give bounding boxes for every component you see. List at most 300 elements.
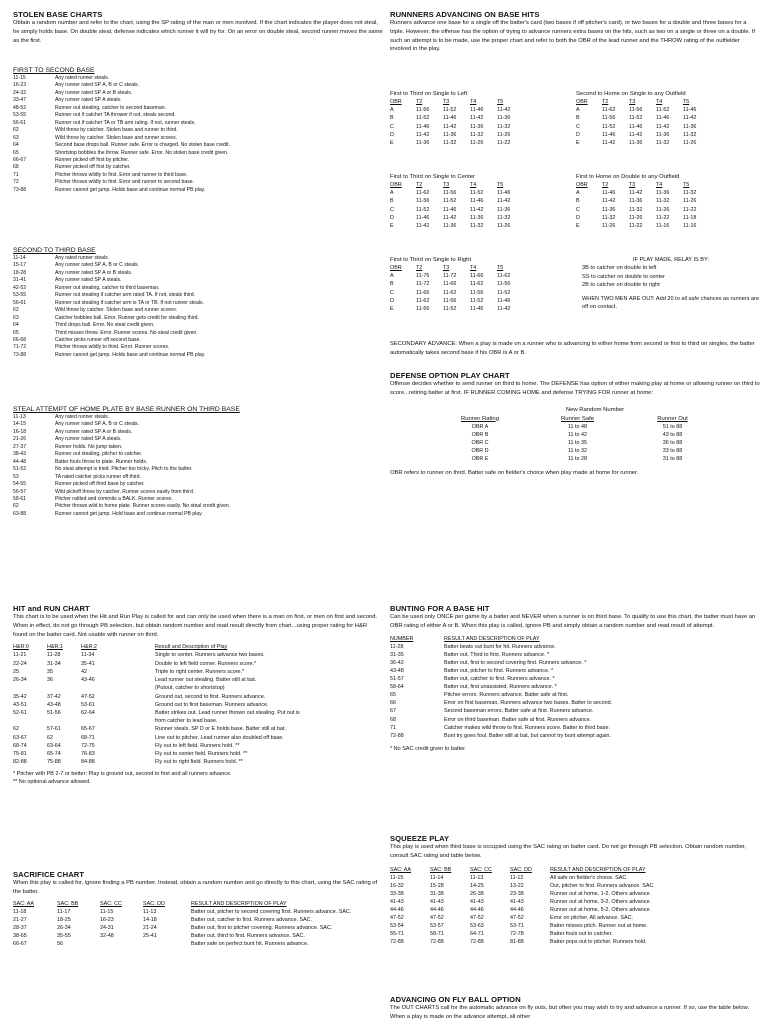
table-row (390, 222, 524, 230)
table-row (430, 439, 720, 447)
table-cell: 11-42 (656, 123, 670, 130)
relay-line: 2B to catcher on double to right (582, 281, 660, 288)
table-cell: 11-28 (390, 643, 404, 650)
first-to-second-section (13, 66, 383, 194)
bunting-intro: Can be used only ONCE per game by a batter and NEVER when a runner is on third base. To qualify to use this chart, the batter must have an OBR rating of either A or B. When this play is called, ignore PB and simply obtain a random number and read result of attempt. (390, 614, 756, 629)
table-cell: 56 (57, 941, 63, 948)
roll-range: 56-57 (13, 488, 27, 495)
table-cell: 11-36 (629, 139, 643, 146)
roll-range: 71-72 (13, 344, 27, 351)
table-cell: 11-46 (443, 206, 457, 213)
table-cell: Batter out, first to second covering first. Runners advance. * (444, 659, 587, 666)
stolen-base-section (13, 10, 383, 45)
table-cell: 36 to 88 (662, 439, 683, 446)
table-cell: 11-46 (602, 131, 616, 138)
table-cell: 11-46 (602, 190, 616, 197)
result-text: Runner picked off first by catcher. (55, 164, 131, 171)
table-cell: A (390, 190, 394, 197)
table-row (576, 123, 710, 131)
table-cell: 63-67 (13, 734, 27, 741)
roll-range: 58-61 (13, 495, 27, 502)
roll-range: 63 (13, 314, 19, 321)
table-cell: Fly out to left field. Runners hold. ** (155, 742, 240, 749)
table-cell: Batter strikes out. Lead runner thrown out stealing. Put out is (155, 709, 300, 716)
table-row (390, 131, 524, 139)
table-header: T2 (416, 99, 423, 106)
list-item (13, 300, 383, 307)
table-row (13, 701, 300, 709)
table-cell: 35-55 (57, 932, 71, 939)
table-cell: 11-46 (497, 297, 511, 304)
defense-header: Runner Safe (560, 415, 595, 422)
table-cell: 52-61 (13, 709, 27, 716)
table-cell: 11-26 (629, 214, 643, 221)
list-item (13, 135, 383, 142)
table-cell: 11-26 (602, 222, 616, 229)
table-cell: Batter out. Third to first. Runners advance. * (444, 651, 550, 658)
table-cell (47, 684, 81, 692)
table-cell: 11-52 (470, 190, 484, 197)
table-cell: 64-71 (470, 931, 484, 938)
advance-table-title: First to Third on Single to Center (390, 174, 476, 180)
table-header-row (576, 181, 710, 189)
table-cell: 11-32 (629, 206, 643, 213)
table-cell: 11-26 (683, 198, 697, 205)
table-cell: 15-28 (430, 882, 444, 889)
table-cell: Second baseman errors. Batter safe at first. Runners advance. (444, 708, 594, 715)
runners-advancing-intro: Runners advance one base for a single off the batter's card (two bases if off pitcher's card), or two bases for a double and three bases for a triple. However, the offense has the option of trying to advance runners extra bases on the hits, such as two on a single or three on a double. If such an attempt is to be made, use the proper chart and refer to both the OBR of the lead runner and the THROW rating of the outfielder involved in the play. (390, 20, 755, 53)
table-cell: 44-46 (470, 907, 484, 914)
table-row (13, 709, 300, 717)
list-item (13, 120, 383, 127)
relay-title: IF PLAY MADE, RELAY IS BY: (632, 257, 710, 263)
table-cell: 11-17 (57, 908, 71, 915)
table-cell: 11-46 (470, 305, 484, 312)
table-cell (143, 940, 191, 948)
result-text: Runner cannot get jump. Hold base and continue normal PB play. (55, 510, 203, 517)
table-cell: 28-37 (13, 924, 27, 931)
table-header: T5 (683, 99, 690, 106)
table-cell: 11-52 (497, 289, 511, 296)
table-header: OBR (576, 182, 588, 189)
list-item (13, 474, 383, 481)
table-cell: 11-52 (416, 115, 430, 122)
list-item (13, 414, 383, 421)
table-cell: 11-62 (416, 190, 430, 197)
advance-table-block (576, 90, 761, 147)
table-row (576, 214, 710, 222)
table-row (390, 197, 524, 205)
table-cell: 41-43 (430, 898, 444, 905)
table-cell: 38-65 (13, 932, 27, 939)
list-item (13, 112, 383, 119)
table-cell: 57-61 (47, 726, 61, 733)
table-cell: 11-56 (629, 107, 643, 114)
table-row (576, 139, 710, 147)
table-cell: Single to center. Runners advance two bases. (155, 652, 265, 659)
table-cell: 21-24 (143, 924, 157, 931)
result-text: Wild throw by catcher. Stolen base and runner scores. (55, 134, 178, 141)
table-cell: 11-56 (443, 297, 457, 304)
table-header-row (390, 181, 524, 189)
table-cell: 11-56 (416, 305, 430, 312)
table-cell: Catcher makes wild throw to first. Runners score. Batter to third base. (444, 724, 610, 731)
table-cell: 11-42 (497, 198, 511, 205)
table-header: T2 (602, 182, 609, 189)
table-cell: Runner steals. SP D or E holds base. Batter still at bat. (155, 726, 286, 733)
result-text: Runner out stealing, catcher to second baseman. (55, 104, 166, 111)
sacrifice-intro: When this play is called for, ignore finding a PB number. Instead, obtain a random number and go directly to this chart, using the SAC rating of the batter. (13, 880, 378, 895)
table-cell: 31-35 (390, 651, 404, 658)
list-item (13, 127, 383, 134)
table-cell: Pitcher errors. Runners advance. Batter safe at first. (444, 692, 569, 699)
fly-ball-intro: The OUT CHARTS call for the automatic advance on fly outs, but often you may wish to try and advance a runner. If so, use the table below. When a play is made on the advance attempt, all other (390, 1005, 750, 1020)
table-row (390, 699, 612, 707)
table-cell: 11-36 (470, 214, 484, 221)
table-cell: 66-67 (13, 941, 27, 948)
result-text: Wild pickoff throw by catcher. Runner scores easily from third. (55, 488, 195, 495)
relay-box (582, 256, 760, 311)
table-header: T5 (683, 182, 690, 189)
result-text: Pitcher throws wild to home plate. Runner scores easily. No steal credit given. (55, 503, 231, 510)
hit-and-run-intro: This chart is to be used when the Hit and Run Play is called for and can only be used when there is a man on first, or men on first and second. When in effect, do not go through PB selection, but obtain random number and read result directly from chart...using proper rating for H&R found on the batter card. Not usable with runner on third. (13, 614, 378, 638)
table-cell: 65-67 (81, 726, 95, 733)
first-to-second-title: FIRST TO SECOND BASE (13, 67, 95, 74)
table-cell: 11-26 (683, 139, 697, 146)
table-header: T3 (629, 99, 636, 106)
table-cell: 53-61 (81, 701, 95, 708)
table-cell: 11-46 (416, 123, 430, 130)
result-text: Runner out stealing, pitcher to catcher. (55, 451, 143, 458)
roll-range: 14-15 (13, 421, 27, 428)
table-cell (13, 684, 47, 692)
table-cell: D (390, 297, 394, 304)
result-text: Pitcher throws wildly to first. Error and runner to third base. (55, 171, 188, 178)
table-cell: 44-46 (430, 907, 444, 914)
squeeze-header: SAC: DD (510, 866, 532, 873)
advance-table-title: Second to Home on Single to any Outfield (576, 91, 686, 97)
list-item (13, 179, 383, 186)
squeeze-title: SQUEEZE PLAY (390, 834, 450, 843)
table-row (13, 940, 351, 948)
table-cell: 11-13 (143, 908, 157, 915)
defense-option-intro: Offense decides whether to send runner on third to home. The DEFENSE has option of either making play at home or allowing runner on third to score...retiring batter at first. IF RUNNER COMING HOME and defense TRYING FOR runner at home: (390, 381, 760, 396)
defense-header: Runner Out (657, 415, 688, 422)
table-cell: 11-46 (683, 107, 697, 114)
table-cell: 11-22 (656, 214, 670, 221)
table-cell: Batter out, pitcher to second covering first. Runners advance. SAC. (191, 908, 352, 915)
table-cell: 53-71 (510, 923, 524, 930)
stolen-base-title: STOLEN BASE CHARTS (13, 10, 103, 19)
table-cell (47, 717, 81, 725)
list-item (13, 489, 383, 496)
list-item (13, 172, 383, 179)
result-text: Batter fouls throw to plate. Runner holds. (55, 458, 148, 465)
table-row (390, 206, 524, 214)
roll-range: 71 (13, 171, 19, 178)
hit-and-run-title: HIT and RUN CHART (13, 604, 90, 613)
second-to-third-rows (13, 255, 383, 359)
table-cell: E (576, 222, 580, 229)
table-header: OBR (576, 99, 588, 106)
roll-range: 54-55 (13, 481, 27, 488)
result-text: Runner out stealing if catcher arm is TA or TB. If not runner steals. (55, 299, 204, 306)
table-cell: Fly out to right field. Runners hold. ** (155, 759, 243, 766)
table-cell: 55-71 (390, 931, 404, 938)
table-cell: 11-42 (683, 115, 697, 122)
hit-and-run-note-1: * Pitcher with PB 2-7 or better: Play is ground out, second to first and all runners advance. (13, 771, 232, 778)
result-text: Runner cannot get jump. Holds base and continue normal PB play. (55, 351, 206, 358)
table-cell: C (390, 206, 394, 213)
roll-range: 11-14 (13, 255, 26, 261)
roll-range: 51-52 (13, 466, 27, 473)
table-cell: 53-57 (430, 923, 444, 930)
result-text: Third drops ball. Error. No steal credit given. (55, 322, 155, 329)
table-cell: 11-42 (602, 198, 616, 205)
table-header: OBR (390, 265, 402, 272)
table-cell: 25 (13, 668, 19, 675)
table-row (576, 197, 710, 205)
table-row (390, 189, 524, 197)
roll-range: 15-17 (13, 262, 27, 269)
result-text: Runner picked off third base by catcher. (55, 481, 145, 488)
list-item (13, 105, 383, 112)
table-cell: 43-46 (81, 677, 95, 684)
squeeze-intro: This play is used when third base is occupied using the SAC rating on batter card. Do not go through PB selection. Obtain random number, consult SAC rating and table below. (390, 844, 747, 859)
result-text: Pitcher rattled and commits a BALK. Runner scores. (55, 495, 173, 502)
table-cell: 35-42 (13, 693, 27, 700)
result-text: Any runner rated SP A or B steals. (55, 89, 133, 96)
table-cell: C (390, 123, 394, 130)
table-cell: 11-52 (443, 305, 457, 312)
roll-range: 72 (13, 179, 19, 186)
list-item (13, 97, 383, 104)
table-row (390, 716, 612, 724)
table-cell: 11-36 (629, 198, 643, 205)
table-cell: 11-66 (416, 289, 430, 296)
table-cell: 11-16 (683, 222, 697, 229)
table-row (576, 206, 710, 214)
table-cell: 32-48 (100, 932, 114, 939)
table-cell: 51 to 88 (662, 423, 683, 430)
table-cell: 33 to 88 (662, 447, 683, 454)
list-item (13, 157, 383, 164)
table-cell: 24-31 (100, 924, 114, 931)
table-cell: 23-38 (510, 890, 524, 897)
table-cell: 47-52 (430, 915, 444, 922)
roll-range: 65 (13, 149, 19, 156)
table-row (576, 131, 710, 139)
table-header-row (576, 98, 710, 106)
roll-range: 16-18 (13, 428, 27, 435)
table-cell: 41-43 (390, 898, 404, 905)
defense-option-section (390, 371, 760, 478)
roll-range: 16-23 (13, 82, 27, 89)
table-cell: 66 (390, 700, 396, 707)
bunting-header: NUMBER (390, 635, 414, 642)
hr-header: Result and Description of Play (155, 644, 228, 651)
table-cell: 11-26 (497, 222, 511, 229)
fly-ball-title: ADVANCING ON FLY BALL OPTION (390, 995, 521, 1004)
table-row (13, 693, 300, 701)
list-item (13, 150, 383, 157)
result-text: Runner out if catcher TA or TB arm rating. If not, runner steals. (55, 119, 196, 126)
advance-table-block (390, 173, 575, 230)
table-cell: A (576, 107, 580, 114)
table-cell: 11-42 (416, 131, 430, 138)
table-header: T5 (497, 182, 504, 189)
table-cell: (Putout, catcher to shortstop) (155, 685, 225, 692)
table-cell: Bunt try goes foul. Batter still at bat, but cannot try bunt attempt again. (444, 732, 611, 739)
table-cell: 53-54 (390, 923, 404, 930)
table-row (13, 758, 300, 766)
table-cell: A (390, 107, 394, 114)
result-text: Any runner rated SP A, B or C steals. (55, 262, 139, 269)
table-row (430, 447, 720, 455)
table-cell: 58-64 (390, 684, 404, 691)
table-header: T4 (470, 182, 477, 189)
result-text: TA rated catcher picks runner off third. (55, 473, 141, 480)
table-cell: 53-63 (470, 923, 484, 930)
table-row (390, 732, 612, 740)
table-cell: 65-74 (47, 750, 61, 757)
table-cell: Runner out at home, 5-2. Others advance. (550, 907, 651, 914)
sac-header: SAC: AA (13, 900, 34, 907)
result-text: Runner cannot get jump. Holds base and continue normal PB play. (55, 186, 206, 193)
table-row (390, 874, 653, 882)
table-cell: 11-21 (13, 652, 27, 659)
table-cell: 22-24 (13, 660, 27, 667)
table-cell: 11-42 (497, 107, 511, 114)
table-cell: Error on pitcher. All advance. SAC. (550, 915, 633, 922)
table-header: T3 (443, 265, 450, 272)
roll-range: 42-52 (13, 284, 27, 291)
roll-range: 56-61 (13, 119, 27, 126)
table-row (576, 114, 710, 122)
list-item (13, 352, 383, 359)
table-header: T4 (470, 265, 477, 272)
table-cell: 11-36 (416, 139, 430, 146)
relay-line: SS to catcher on double to center (582, 273, 666, 280)
table-cell: 11-28 (47, 652, 61, 659)
table-cell: Out, pitcher to first. Runners advance. SAC (550, 882, 654, 889)
table-cell: 11-66 (443, 281, 457, 288)
advance-table-block (576, 173, 761, 230)
table-header-row (390, 98, 524, 106)
result-text: Shortstop bobbles the throw. Runner safe. Error. No stolen base credit given. (55, 149, 229, 156)
roll-range: 62 (13, 127, 19, 134)
defense-option-footer: OBR refers to runner on third. Batter safe on fielder's choice when play made at home for runner. (390, 470, 639, 477)
table-cell: 72-88 (390, 939, 404, 946)
table-cell: 11-36 (470, 123, 484, 130)
result-text: Catcher picks runner off second base. (55, 336, 141, 343)
table-cell: D (390, 214, 394, 221)
table-cell: 11-42 (497, 305, 511, 312)
roll-range: 21-26 (13, 436, 27, 443)
table-cell: 11-42 (629, 190, 643, 197)
table-cell: 75-81 (13, 750, 27, 757)
list-item (13, 164, 383, 171)
table-cell: Batter safe on perfect bunt hit. Runners advance. (191, 941, 309, 948)
list-item (13, 496, 383, 503)
table-cell: 11-15 (100, 908, 114, 915)
table-cell: OBR A (471, 423, 489, 430)
roll-range: 44-48 (13, 458, 27, 465)
list-item (13, 511, 383, 518)
roll-range: 33-47 (13, 97, 27, 104)
second-to-third-title: SECOND TO THIRD BASE (13, 247, 96, 254)
table-row (13, 676, 300, 684)
table-header-row (390, 264, 524, 272)
result-text: No steal attempt is tried. Pitcher too tricky. Pitch to the batter. (55, 466, 193, 473)
table-cell: 13-22 (510, 882, 524, 889)
runners-advancing-title: RUNNNERS ADVANCING ON BASE HITS (390, 10, 540, 19)
table-cell: 11-56 (470, 289, 484, 296)
roll-range: 65 (13, 329, 19, 336)
table-cell: 36-42 (390, 659, 404, 666)
table-row (390, 297, 524, 305)
advance-table (576, 181, 710, 230)
roll-range: 73-88 (13, 351, 27, 358)
table-cell: 11-72 (416, 281, 430, 288)
table-row (576, 189, 710, 197)
table-cell: 11-36 (656, 190, 670, 197)
table-cell: 11-52 (629, 115, 643, 122)
table-cell: 65 (390, 692, 396, 699)
table-cell: 43-48 (47, 701, 61, 708)
roll-range: 38-43 (13, 451, 27, 458)
table-row (390, 667, 612, 675)
table-row (390, 123, 524, 131)
table-cell: 11-14 (430, 874, 444, 881)
table-cell: 11 to 48 (567, 423, 588, 430)
roll-range: 62 (13, 503, 19, 510)
result-text: Any runner rated SP A or B steals. (55, 269, 133, 276)
home-steal-title: STEAL ATTEMPT OF HOME PLATE BY BASE RUNNER ON THIRD BASE (13, 406, 240, 413)
table-cell: Lead runner out stealing. Batter still at bat. (155, 677, 257, 684)
table-cell: 36 (47, 677, 53, 684)
roll-range: 62 (13, 307, 19, 314)
table-row (390, 922, 653, 930)
bunting-section (390, 604, 760, 754)
roll-range: 27-37 (13, 443, 27, 450)
table-cell: 11-34 (81, 652, 95, 659)
table-cell: 72-88 (390, 732, 404, 739)
advance-table-block (390, 90, 575, 147)
table-cell: 11-32 (656, 198, 670, 205)
result-text: Wild throw by catcher. Stolen base and runner to third. (55, 127, 178, 134)
table-header: T3 (443, 99, 450, 106)
table-row (576, 106, 710, 114)
table-cell: 11-32 (656, 139, 670, 146)
result-text: Third misses throw. Error. Runner scores. No steal credit given. (55, 329, 198, 336)
roll-range: 64 (13, 142, 19, 149)
table-cell: 11-72 (443, 273, 457, 280)
table-header: T3 (629, 182, 636, 189)
hit-and-run-note-2: ** No optional advance allowed. (13, 779, 91, 786)
table-cell: 11-32 (683, 190, 697, 197)
table-row (390, 106, 524, 114)
roll-range: 63-88 (13, 510, 27, 517)
table-cell: 16-32 (390, 882, 404, 889)
defense-option-table-block (430, 406, 720, 464)
table-cell: 14-18 (143, 916, 157, 923)
roll-range: 48-52 (13, 104, 27, 111)
table-cell: 11-42 (602, 139, 616, 146)
table-cell: 11-36 (602, 206, 616, 213)
table-row (430, 455, 720, 463)
bunting-header: RESULT AND DESCRIPTION OF PLAY (444, 635, 540, 642)
